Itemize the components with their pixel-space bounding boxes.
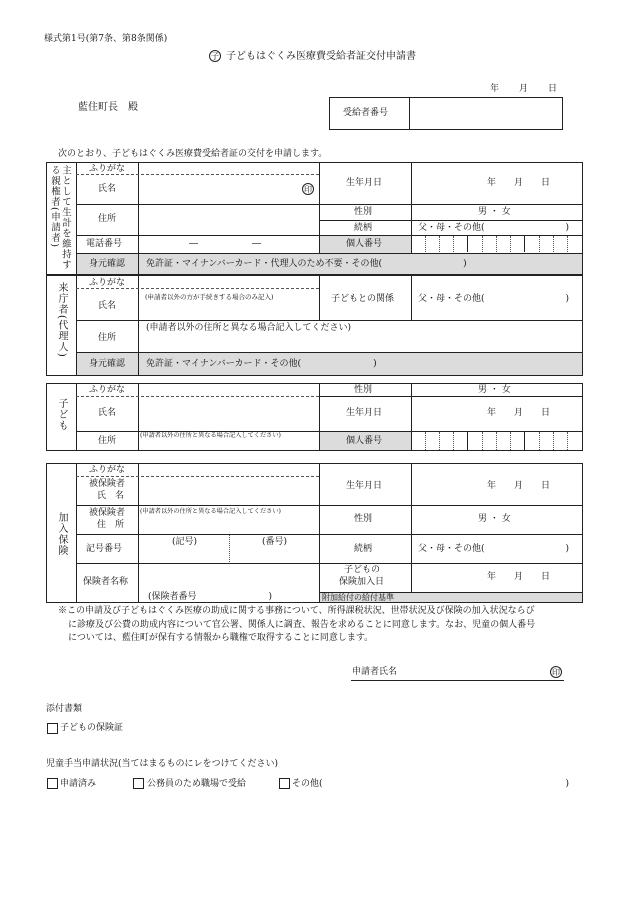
visitor-section-label: 来庁者(代理人) <box>56 282 67 358</box>
visitor-furigana-field[interactable] <box>140 276 318 287</box>
birth-label: 生年月日 <box>346 481 383 491</box>
name-label: 氏名 <box>98 184 117 194</box>
furigana-label: ふりがな <box>89 278 126 288</box>
civil-servant-checkbox[interactable] <box>133 778 144 789</box>
insured-birth-field[interactable]: 年 月 日 <box>487 481 551 491</box>
relation-to-child-label: 子どもとの関係 <box>331 294 395 304</box>
furigana-label: ふりがな <box>89 164 126 174</box>
id-check-label: 身元確認 <box>89 259 126 269</box>
seal-icon: 印 <box>304 185 312 194</box>
allowance-title: 児童手当申請状況(当てはまるものにレをつけてください) <box>46 759 279 769</box>
address-label: 住所 <box>98 333 117 343</box>
child-address-note: (申請者以外の住所と異なる場合記入してください) <box>140 432 281 439</box>
child-name-field[interactable] <box>140 398 318 430</box>
consent-line-2: に診療及び公費の助成内容について官公署、関係人に調査、報告を求めることに同意します。なお、児童の個人番号 <box>68 620 536 630</box>
furigana-label: ふりがな <box>89 385 126 395</box>
insurance-symbol-field[interactable] <box>140 549 227 562</box>
insurance-card-label: 子どもの保険証 <box>60 723 124 733</box>
child-furigana-field[interactable] <box>140 384 318 395</box>
insurer-name-field[interactable] <box>140 565 318 589</box>
insured-name-field[interactable] <box>140 478 318 504</box>
applied-checkbox[interactable] <box>47 778 58 789</box>
address-label: 住所 <box>98 436 117 446</box>
visitor-id-check-options[interactable]: 免許証・マイナンバーカード・その他( ) <box>146 359 377 369</box>
applicant-signature-field[interactable] <box>400 664 548 678</box>
phone-label: 電話番号 <box>86 239 123 249</box>
child-birth-field[interactable]: 年 月 日 <box>487 408 551 418</box>
insured-sex-field[interactable]: 男 ・ 女 <box>478 514 511 524</box>
applicant-name-field[interactable] <box>140 176 300 203</box>
consent-line-3: については、藍住町が保有する情報から職権で取得することに同意します。 <box>68 633 374 643</box>
applicant-id-check-options[interactable]: 免許証・マイナンバーカード・代理人のため不要・その他( ) <box>146 259 467 269</box>
symbol-label: (記号) <box>172 537 198 547</box>
name-label: 氏名 <box>98 408 117 418</box>
visitor-address-field[interactable] <box>140 336 580 351</box>
insurance-section-label: 加入保険 <box>56 512 67 556</box>
addressee: 藍住町長 殿 <box>78 102 138 113</box>
relation-label: 続柄 <box>354 544 373 554</box>
date-line: 年 月 日 <box>490 84 558 94</box>
child-section-label: 子ども <box>56 398 67 431</box>
applicant-relation-field[interactable]: 父・母・その他( ) <box>418 223 570 233</box>
page-title: 子どもはぐくみ医療費受給者証交付申請書 <box>226 51 416 62</box>
applicant-furigana-field[interactable] <box>140 163 318 173</box>
insured-address-note: (申請者以外の住所と異なる場合記入してください) <box>140 508 281 515</box>
child-sex-field[interactable]: 男 ・ 女 <box>478 385 511 395</box>
visitor-name-note: (申請者以外の方が手続きする場合のみ記入) <box>145 293 274 301</box>
visitor-relation-field[interactable]: 父・母・その他( ) <box>418 294 570 304</box>
child-mark-icon: 子 <box>211 52 219 61</box>
child-insurance-date-label: 子どもの <box>344 565 381 575</box>
applied-label: 申請済み <box>60 779 97 789</box>
birth-label: 生年月日 <box>346 178 383 188</box>
personal-number-label: 個人番号 <box>346 436 383 446</box>
insured-relation-field[interactable]: 父・母・その他( ) <box>418 544 570 554</box>
insured-name-label: 被保険者 <box>89 479 126 489</box>
id-check-label: 身元確認 <box>89 359 126 369</box>
applicant-section-label: 主として生計を維持する親権者(申請者) <box>49 165 71 270</box>
child-insurance-date-label-2: 保険加入日 <box>339 577 385 587</box>
insurance-number-field[interactable] <box>231 549 318 562</box>
personal-number-label: 個人番号 <box>346 239 383 249</box>
child-address-field[interactable] <box>140 441 318 450</box>
applicant-name-label: 申請者氏名 <box>352 667 398 677</box>
child-insurance-date-field[interactable]: 年 月 日 <box>487 572 551 582</box>
insured-address-label: 被保険者 <box>89 508 126 518</box>
insurer-number-field[interactable]: (保険者番号 ) <box>148 592 273 602</box>
insured-address-label-2: 住 所 <box>97 520 125 530</box>
attachments-title: 添付書類 <box>46 704 83 714</box>
other-checkbox[interactable] <box>279 778 290 789</box>
recipient-number-label: 受給者番号 <box>343 108 389 118</box>
number-label: (番号) <box>262 537 288 547</box>
recipient-number-field[interactable] <box>411 99 561 128</box>
other-label: その他( ) <box>292 779 570 789</box>
seal-icon: 印 <box>552 668 560 677</box>
name-label: 氏名 <box>98 301 117 311</box>
consent-line-1: ※この申請及び子どもはぐくみ医療の助成に関する事務について、所得課税状況、世帯状況及び保険の加入状況ならび <box>58 606 535 616</box>
civil-servant-label: 公務員のため職場で受給 <box>147 779 247 789</box>
applicant-personal-number-field[interactable] <box>412 236 582 252</box>
intro-text: 次のとおり、子どもはぐくみ医療費受給者証の交付を申請します。 <box>58 149 328 159</box>
visitor-address-note: (申請者以外の住所と異なる場合記入してください) <box>146 323 352 333</box>
symbol-number-label: 記号番号 <box>86 544 123 554</box>
insured-name-label-2: 氏 名 <box>97 491 125 501</box>
sex-label: 性別 <box>354 385 373 395</box>
applicant-phone-field[interactable]: ― ― <box>189 239 262 249</box>
applicant-birth-field[interactable]: 年 月 日 <box>487 178 551 188</box>
furigana-label: ふりがな <box>89 465 126 475</box>
insurer-name-label: 保険者名称 <box>83 577 129 587</box>
address-label: 住所 <box>98 214 117 224</box>
applicant-address-field[interactable] <box>140 206 318 234</box>
relation-label: 続柄 <box>354 223 373 233</box>
birth-label: 生年月日 <box>346 408 383 418</box>
insurance-card-checkbox[interactable] <box>47 723 58 734</box>
applicant-sex-field[interactable]: 男 ・ 女 <box>478 207 511 217</box>
insured-furigana-field[interactable] <box>140 464 318 475</box>
visitor-name-field[interactable] <box>140 302 318 319</box>
child-personal-number-field[interactable] <box>412 432 582 450</box>
insured-address-field[interactable] <box>140 518 318 533</box>
extra-benefit-label: 附加給付の給付基準 <box>322 593 394 602</box>
form-number: 様式第1号(第7条、第8条関係) <box>44 34 168 44</box>
sex-label: 性別 <box>354 514 373 524</box>
sex-label: 性別 <box>354 207 373 217</box>
